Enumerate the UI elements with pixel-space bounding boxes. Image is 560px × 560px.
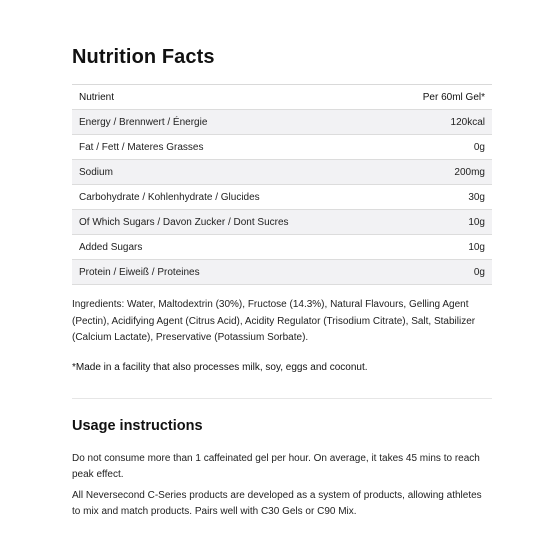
table-header-row <box>72 85 492 110</box>
table-row <box>72 210 492 235</box>
ingredients-text: Ingredients: Water, Maltodextrin (30%), Fructose (14.3%), Natural Flavours, Gelling Agent (Pectin), Acidifying Agent (Citrus Acid), Acidity Regulator (Trisodium Citrate), Salt, Stabilizer (Calcium Lactate), Preservative (Potassium Sorbate). <box>72 299 476 343</box>
row-label: Added Sugars <box>79 241 143 253</box>
row-value: 10g <box>468 216 485 228</box>
page-title: Nutrition Facts <box>72 46 215 68</box>
header-nutrient: Nutrient <box>79 91 115 103</box>
row-label: Fat / Fett / Materes Grasses <box>79 141 204 153</box>
table-row <box>72 235 492 260</box>
row-value: 0g <box>473 141 485 153</box>
table-row <box>72 160 492 185</box>
row-label: Protein / Eiweiß / Proteines <box>79 266 200 278</box>
table-row <box>72 260 492 285</box>
table-row <box>72 135 492 160</box>
row-label: Of Which Sugars / Davon Zucker / Dont Sucres <box>79 216 289 228</box>
nutrition-table <box>72 84 492 285</box>
row-value: 0g <box>473 266 485 278</box>
table-row <box>72 185 492 210</box>
usage-title: Usage instructions <box>72 418 203 434</box>
header-per-serving: Per 60ml Gel* <box>422 91 485 103</box>
row-value: 10g <box>468 241 485 253</box>
row-label: Sodium <box>79 166 113 178</box>
row-value: 200mg <box>454 166 485 178</box>
allergen-note: *Made in a facility that also processes milk, soy, eggs and coconut. <box>72 362 368 373</box>
row-value: 120kcal <box>450 116 485 128</box>
usage-paragraph-caffeine: Do not consume more than 1 caffeinated gel per hour. On average, it takes 45 mins to reach peak effect. <box>72 453 480 480</box>
row-label: Energy / Brennwert / Énergie <box>79 116 208 128</box>
row-label: Carbohydrate / Kohlenhydrate / Glucides <box>79 191 260 203</box>
section-divider <box>72 398 492 399</box>
row-value: 30g <box>468 191 485 203</box>
usage-paragraph-system: All Neversecond C-Series products are developed as a system of products, allowing athletes to mix and match products. Pairs well with C30 Gels or C90 Mix. <box>72 490 482 517</box>
table-row <box>72 110 492 135</box>
